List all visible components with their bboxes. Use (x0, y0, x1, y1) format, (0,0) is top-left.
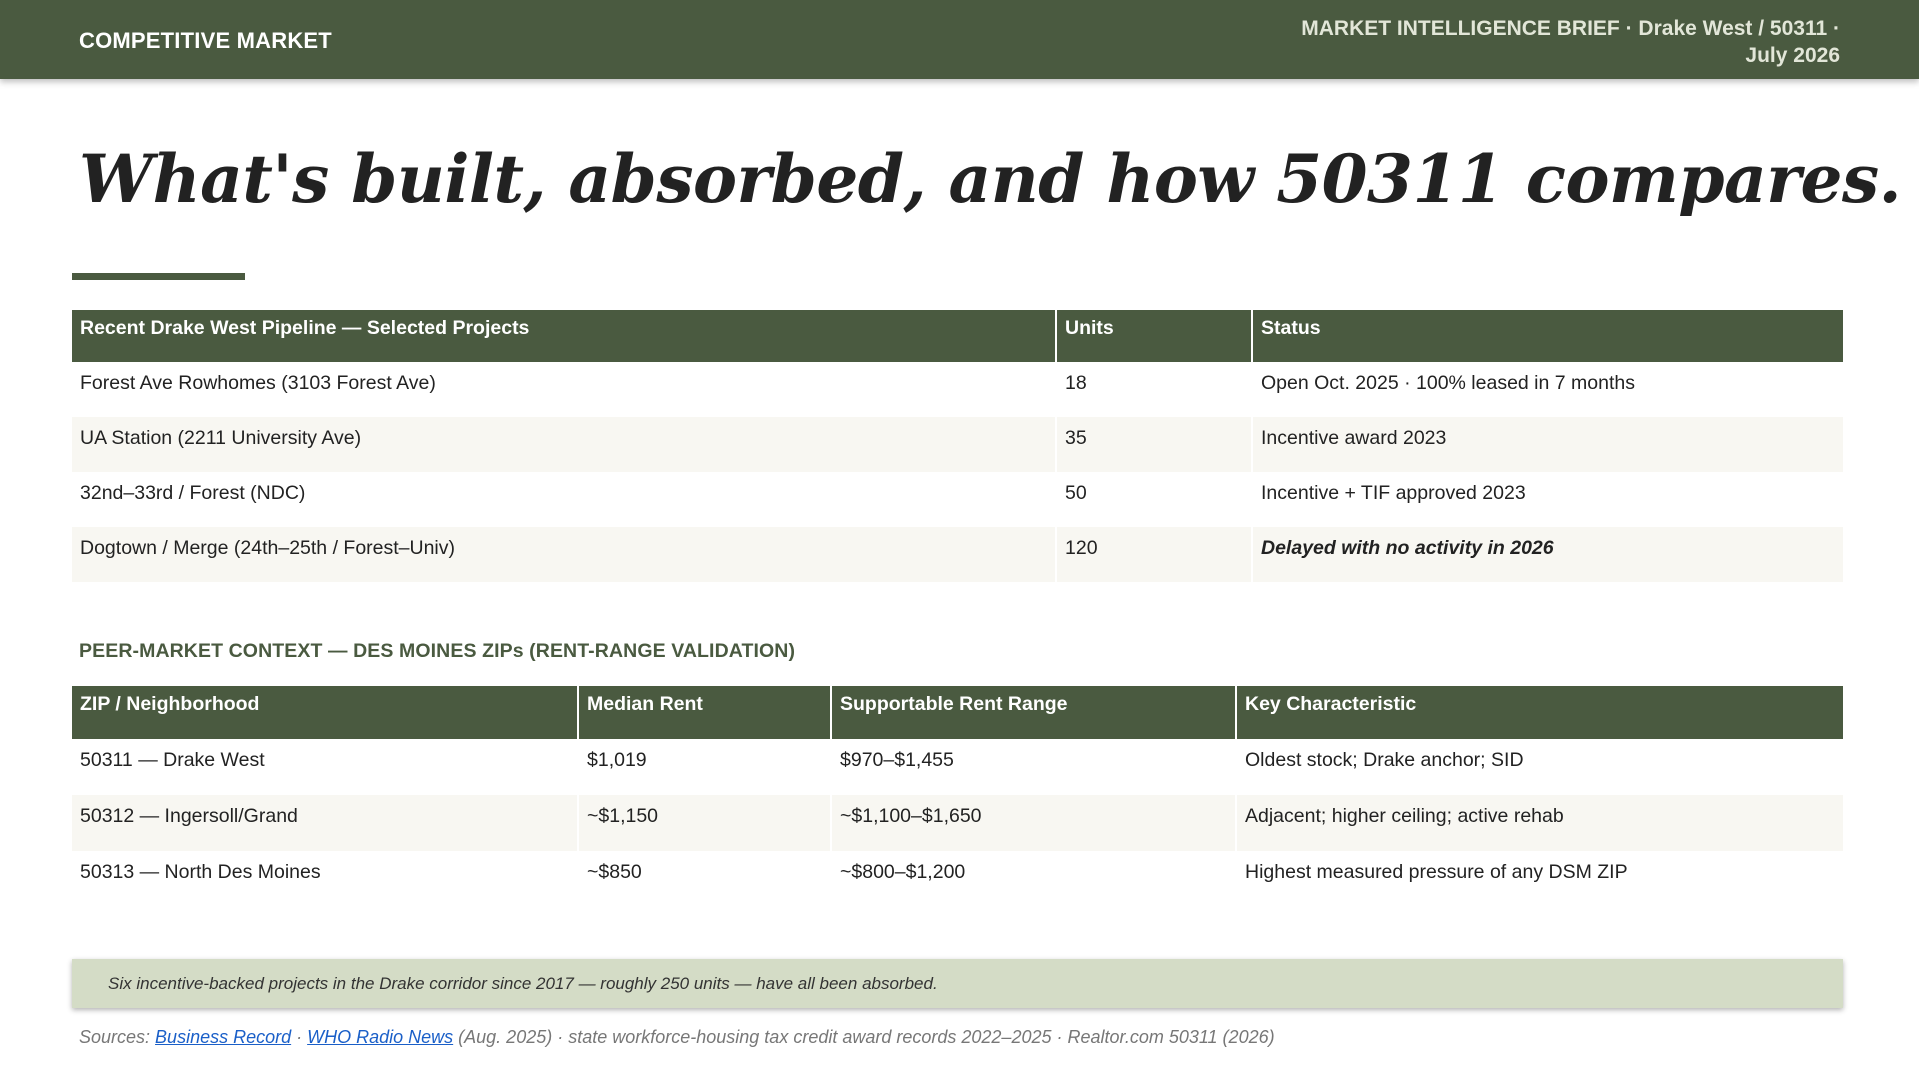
zip-neighborhood: 50313 — North Des Moines (72, 851, 579, 907)
brief-title-line-2: July 2026 (1745, 44, 1840, 67)
sources-suffix: (Aug. 2025) · state workforce-housing tax credit award records 2022–2025 · Realtor.com 50311 (2026) (453, 1027, 1275, 1047)
median-rent: $1,019 (579, 739, 832, 795)
table-row (72, 417, 1843, 472)
project-name: Dogtown / Merge (24th–25th / Forest–Univ) (72, 527, 1057, 582)
absorption-callout (72, 959, 1843, 1008)
callout-text: Six incentive-backed projects in the Drake corridor since 2017 — roughly 250 units — have all been absorbed. (108, 974, 938, 993)
peer-col-range: Supportable Rent Range (832, 686, 1237, 739)
project-status: Incentive award 2023 (1253, 417, 1843, 472)
project-units: 18 (1057, 362, 1253, 417)
peer-market-table (72, 686, 1843, 907)
key-characteristic: Oldest stock; Drake anchor; SID (1245, 749, 1524, 771)
project-units: 50 (1057, 472, 1253, 527)
top-banner (0, 0, 1919, 79)
who-radio-news-link[interactable]: WHO Radio News (307, 1027, 454, 1047)
rent-range: ~$800–$1,200 (832, 851, 1237, 907)
median-rent: ~$1,150 (579, 795, 832, 851)
brief-title (1140, 15, 1840, 69)
accent-divider (72, 273, 245, 280)
table-row (72, 362, 1843, 417)
key-characteristic: Adjacent; higher ceiling; active rehab (1237, 795, 1843, 851)
project-status: Incentive + TIF approved 2023 (1261, 482, 1526, 504)
section-label: COMPETITIVE MARKET (79, 28, 332, 53)
sources-separator: · (291, 1027, 308, 1047)
project-status: Delayed with no activity in 2026 (1253, 527, 1843, 582)
project-name: 32nd–33rd / Forest (NDC) (72, 472, 1057, 527)
business-record-link[interactable]: Business Record (155, 1027, 292, 1047)
table-row (72, 527, 1843, 582)
zip-neighborhood: 50311 — Drake West (72, 739, 579, 795)
pipeline-col-project: Recent Drake West Pipeline — Selected Projects (72, 310, 1057, 362)
pipeline-col-status: Status (1253, 310, 1843, 362)
brief-title-line-1: MARKET INTELLIGENCE BRIEF · Drake West / 50311 · (1301, 17, 1840, 40)
key-characteristic: Highest measured pressure of any DSM ZIP (1245, 861, 1628, 883)
peer-market-heading: PEER-MARKET CONTEXT — DES MOINES ZIPs (RENT-RANGE VALIDATION) (79, 640, 796, 662)
table-row (72, 739, 1843, 795)
project-status: Open Oct. 2025 · 100% leased in 7 months (1261, 372, 1635, 394)
page-headline: What's built, absorbed, and how 50311 compares. (79, 140, 1902, 218)
project-name: Forest Ave Rowhomes (3103 Forest Ave) (72, 362, 1057, 417)
table-row (72, 795, 1843, 851)
rent-range: $970–$1,455 (832, 739, 1237, 795)
project-units: 35 (1057, 417, 1253, 472)
peer-col-characteristic: Key Characteristic (1237, 686, 1843, 739)
peer-col-median: Median Rent (579, 686, 832, 739)
table-row (72, 472, 1843, 527)
sources-line (79, 1027, 1275, 1048)
table-row (72, 851, 1843, 907)
project-name: UA Station (2211 University Ave) (72, 417, 1057, 472)
zip-neighborhood: 50312 — Ingersoll/Grand (72, 795, 579, 851)
median-rent: ~$850 (579, 851, 832, 907)
project-units: 120 (1057, 527, 1253, 582)
rent-range: ~$1,100–$1,650 (832, 795, 1237, 851)
pipeline-col-units: Units (1057, 310, 1253, 362)
sources-prefix: Sources: (79, 1027, 156, 1047)
pipeline-table (72, 310, 1843, 582)
peer-header-row (72, 686, 1843, 739)
pipeline-header-row (72, 310, 1843, 362)
peer-col-zip: ZIP / Neighborhood (72, 686, 579, 739)
